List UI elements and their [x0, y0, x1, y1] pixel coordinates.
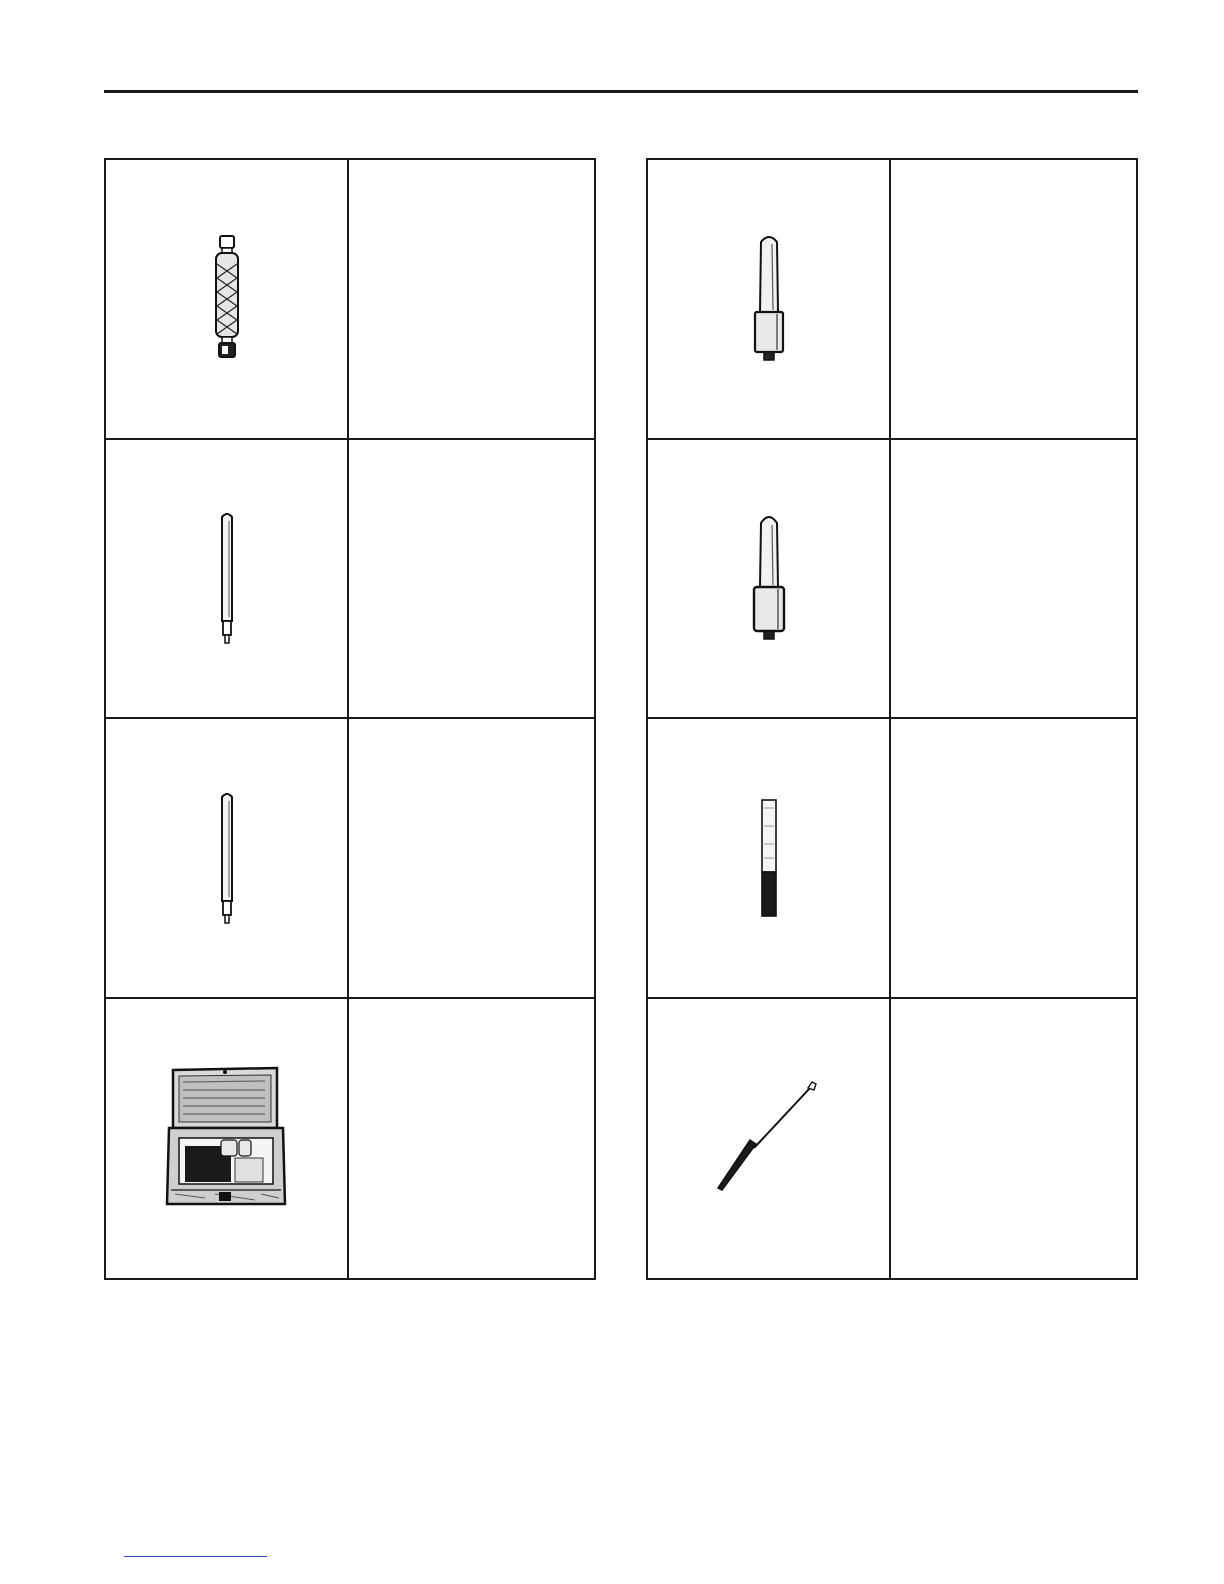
tool-table-left	[104, 158, 596, 1280]
tool-table-right	[646, 158, 1138, 1280]
tool-description	[349, 440, 594, 720]
tool-description	[891, 160, 1136, 440]
tool-description	[891, 719, 1136, 999]
open-tool-case-icon	[165, 1066, 289, 1210]
tool-image-cell	[106, 160, 349, 440]
tool-image-cell	[106, 999, 349, 1279]
footer-link-underline[interactable]	[124, 1556, 267, 1557]
stepped-punch-tool-icon	[744, 513, 794, 643]
slim-rod-tool-icon	[217, 511, 237, 645]
tool-description	[891, 999, 1136, 1279]
tool-image-cell	[648, 719, 891, 999]
stepped-punch-tool-icon	[744, 234, 794, 364]
tool-image-cell	[648, 440, 891, 720]
tool-description	[349, 160, 594, 440]
tool-image-cell	[648, 160, 891, 440]
tool-image-cell	[648, 999, 891, 1279]
slim-rod-tool-icon	[217, 791, 237, 925]
tool-description	[349, 719, 594, 999]
tool-image-cell	[106, 440, 349, 720]
tool-image-cell	[106, 719, 349, 999]
header-rule	[104, 90, 1138, 93]
angled-probe-tool-icon	[714, 1078, 824, 1198]
knurled-handle-tool-icon	[207, 234, 247, 364]
tool-description	[349, 999, 594, 1279]
tool-description	[891, 440, 1136, 720]
flat-pin-tool-icon	[757, 796, 781, 920]
